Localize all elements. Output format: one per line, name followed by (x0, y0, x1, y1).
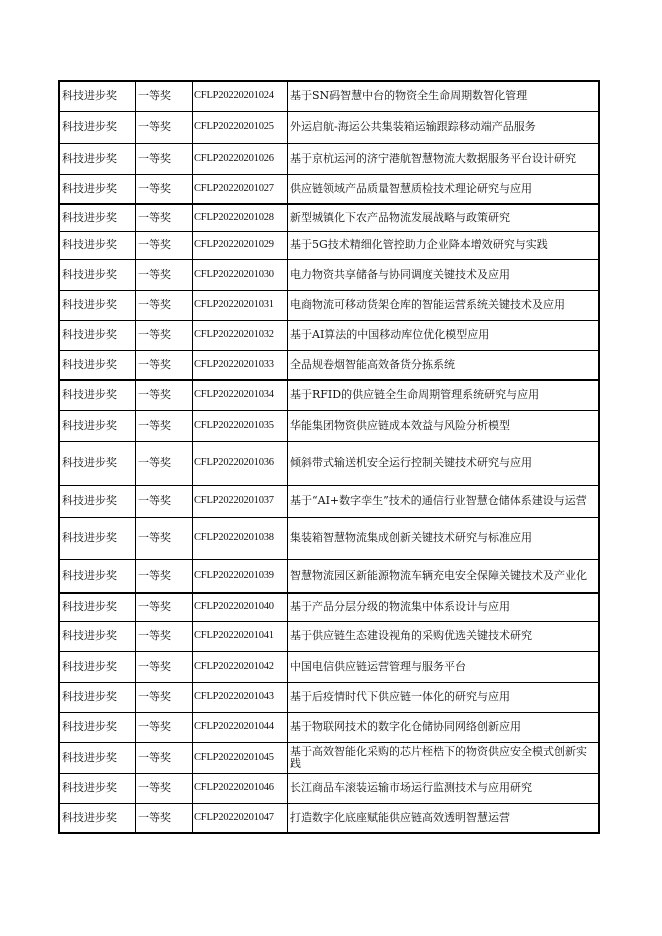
award-level-cell: 一等奖 (136, 517, 193, 559)
project-code-cell: CFLP20220201043 (193, 682, 288, 712)
project-title-cell: 集装箱智慧物流集成创新关键技术研究与标准应用 (288, 517, 600, 559)
table-row (59, 559, 599, 593)
award-category-cell: 科技进步奖 (59, 290, 136, 320)
award-level-cell: 一等奖 (136, 320, 193, 350)
award-category-cell: 科技进步奖 (59, 682, 136, 712)
project-title-cell: 基于“AI+数字孪生”技术的通信行业智慧仓储体系建设与运营 (288, 485, 600, 517)
award-level-cell: 一等奖 (136, 259, 193, 290)
award-level-cell: 一等奖 (136, 593, 193, 621)
table-row (59, 712, 599, 742)
award-category-cell: 科技进步奖 (59, 651, 136, 682)
award-category-cell: 科技进步奖 (59, 81, 136, 111)
award-level-cell: 一等奖 (136, 290, 193, 320)
award-category-cell: 科技进步奖 (59, 350, 136, 380)
award-category-cell: 科技进步奖 (59, 441, 136, 485)
award-category-cell: 科技进步奖 (59, 231, 136, 259)
award-level-cell: 一等奖 (136, 350, 193, 380)
table-row (59, 485, 599, 517)
award-category-cell: 科技进步奖 (59, 621, 136, 651)
project-code-cell: CFLP20220201031 (193, 290, 288, 320)
award-category-cell: 科技进步奖 (59, 773, 136, 803)
award-category-cell: 科技进步奖 (59, 559, 136, 593)
award-category-cell: 科技进步奖 (59, 111, 136, 143)
table-row (59, 742, 599, 773)
project-code-cell: CFLP20220201047 (193, 803, 288, 833)
project-title-cell: 中国电信供应链运营管理与服务平台 (288, 651, 600, 682)
award-level-cell: 一等奖 (136, 410, 193, 441)
table-row (59, 773, 599, 803)
project-code-cell: CFLP20220201040 (193, 593, 288, 621)
table-row (59, 204, 599, 231)
award-level-cell: 一等奖 (136, 111, 193, 143)
table-row (59, 593, 599, 621)
award-category-cell: 科技进步奖 (59, 803, 136, 833)
award-category-cell: 科技进步奖 (59, 485, 136, 517)
award-category-cell: 科技进步奖 (59, 742, 136, 773)
project-title-cell: 基于后疫情时代下供应链一体化的研究与应用 (288, 682, 600, 712)
project-code-cell: CFLP20220201029 (193, 231, 288, 259)
award-level-cell: 一等奖 (136, 174, 193, 204)
project-code-cell: CFLP20220201039 (193, 559, 288, 593)
award-category-cell: 科技进步奖 (59, 320, 136, 350)
project-code-cell: CFLP20220201046 (193, 773, 288, 803)
project-code-cell: CFLP20220201045 (193, 742, 288, 773)
project-title-cell: 倾斜带式输送机安全运行控制关键技术研究与应用 (288, 441, 600, 485)
project-title-cell: 基于AI算法的中国移动库位优化模型应用 (288, 320, 600, 350)
project-code-cell: CFLP20220201036 (193, 441, 288, 485)
award-level-cell: 一等奖 (136, 621, 193, 651)
table-row (59, 517, 599, 559)
project-code-cell: CFLP20220201033 (193, 350, 288, 380)
award-category-cell: 科技进步奖 (59, 593, 136, 621)
project-title-cell: 基于SN码智慧中台的物资全生命周期数智化管理 (288, 81, 600, 111)
award-category-cell: 科技进步奖 (59, 380, 136, 410)
project-title-cell: 电力物资共享储备与协同调度关键技术及应用 (288, 259, 600, 290)
table-row (59, 682, 599, 712)
table-row (59, 231, 599, 259)
table-row (59, 441, 599, 485)
project-code-cell: CFLP20220201026 (193, 143, 288, 174)
project-title-cell: 外运启航-海运公共集装箱运输跟踪移动端产品服务 (288, 111, 600, 143)
award-level-cell: 一等奖 (136, 559, 193, 593)
project-code-cell: CFLP20220201038 (193, 517, 288, 559)
awards-table (58, 80, 600, 834)
award-level-cell: 一等奖 (136, 441, 193, 485)
table-row (59, 651, 599, 682)
award-category-cell: 科技进步奖 (59, 410, 136, 441)
project-title-cell: 电商物流可移动货架仓库的智能运营系统关键技术及应用 (288, 290, 600, 320)
project-title-cell: 华能集团物资供应链成本效益与风险分析模型 (288, 410, 600, 441)
project-title-cell: 基于物联网技术的数字化仓储协同网络创新应用 (288, 712, 600, 742)
project-code-cell: CFLP20220201034 (193, 380, 288, 410)
project-code-cell: CFLP20220201032 (193, 320, 288, 350)
award-level-cell: 一等奖 (136, 380, 193, 410)
project-title-cell: 基于产品分层分级的物流集中体系设计与应用 (288, 593, 600, 621)
table-row (59, 174, 599, 204)
table-row (59, 81, 599, 111)
project-code-cell: CFLP20220201037 (193, 485, 288, 517)
project-code-cell: CFLP20220201025 (193, 111, 288, 143)
award-level-cell: 一等奖 (136, 712, 193, 742)
award-level-cell: 一等奖 (136, 81, 193, 111)
award-level-cell: 一等奖 (136, 651, 193, 682)
table-row (59, 380, 599, 410)
project-code-cell: CFLP20220201041 (193, 621, 288, 651)
award-level-cell: 一等奖 (136, 742, 193, 773)
award-level-cell: 一等奖 (136, 682, 193, 712)
project-code-cell: CFLP20220201042 (193, 651, 288, 682)
award-category-cell: 科技进步奖 (59, 517, 136, 559)
project-title-cell: 打造数字化底座赋能供应链高效透明智慧运营 (288, 803, 600, 833)
project-title-cell: 新型城镇化下农产品物流发展战略与政策研究 (288, 204, 600, 231)
table-row (59, 259, 599, 290)
project-code-cell: CFLP20220201044 (193, 712, 288, 742)
project-title-cell: 基于RFID的供应链全生命周期管理系统研究与应用 (288, 380, 600, 410)
project-code-cell: CFLP20220201035 (193, 410, 288, 441)
table-row (59, 410, 599, 441)
award-level-cell: 一等奖 (136, 803, 193, 833)
award-category-cell: 科技进步奖 (59, 259, 136, 290)
project-title-cell: 供应链领域产品质量智慧质检技术理论研究与应用 (288, 174, 600, 204)
project-title-cell: 基于高效智能化采购的芯片桎梏下的物资供应安全模式创新实践 (288, 742, 600, 773)
table-row (59, 290, 599, 320)
award-category-cell: 科技进步奖 (59, 204, 136, 231)
award-level-cell: 一等奖 (136, 143, 193, 174)
table-row (59, 320, 599, 350)
project-title-cell: 基于5G技术精细化管控助力企业降本增效研究与实践 (288, 231, 600, 259)
project-code-cell: CFLP20220201030 (193, 259, 288, 290)
award-level-cell: 一等奖 (136, 231, 193, 259)
award-category-cell: 科技进步奖 (59, 712, 136, 742)
project-code-cell: CFLP20220201024 (193, 81, 288, 111)
table-row (59, 350, 599, 380)
project-title-cell: 全品规卷烟智能高效备货分拣系统 (288, 350, 600, 380)
award-level-cell: 一等奖 (136, 773, 193, 803)
project-title-cell: 基于供应链生态建设视角的采购优选关键技术研究 (288, 621, 600, 651)
table-row (59, 143, 599, 174)
project-title-cell: 基于京杭运河的济宁港航智慧物流大数据服务平台设计研究 (288, 143, 600, 174)
project-title-cell: 长江商品车滚装运输市场运行监测技术与应用研究 (288, 773, 600, 803)
award-level-cell: 一等奖 (136, 485, 193, 517)
project-title-cell: 智慧物流园区新能源物流车辆充电安全保障关键技术及产业化 (288, 559, 600, 593)
award-level-cell: 一等奖 (136, 204, 193, 231)
table-row (59, 803, 599, 833)
project-code-cell: CFLP20220201028 (193, 204, 288, 231)
project-code-cell: CFLP20220201027 (193, 174, 288, 204)
award-category-cell: 科技进步奖 (59, 143, 136, 174)
table-row (59, 111, 599, 143)
table-row (59, 621, 599, 651)
award-category-cell: 科技进步奖 (59, 174, 136, 204)
